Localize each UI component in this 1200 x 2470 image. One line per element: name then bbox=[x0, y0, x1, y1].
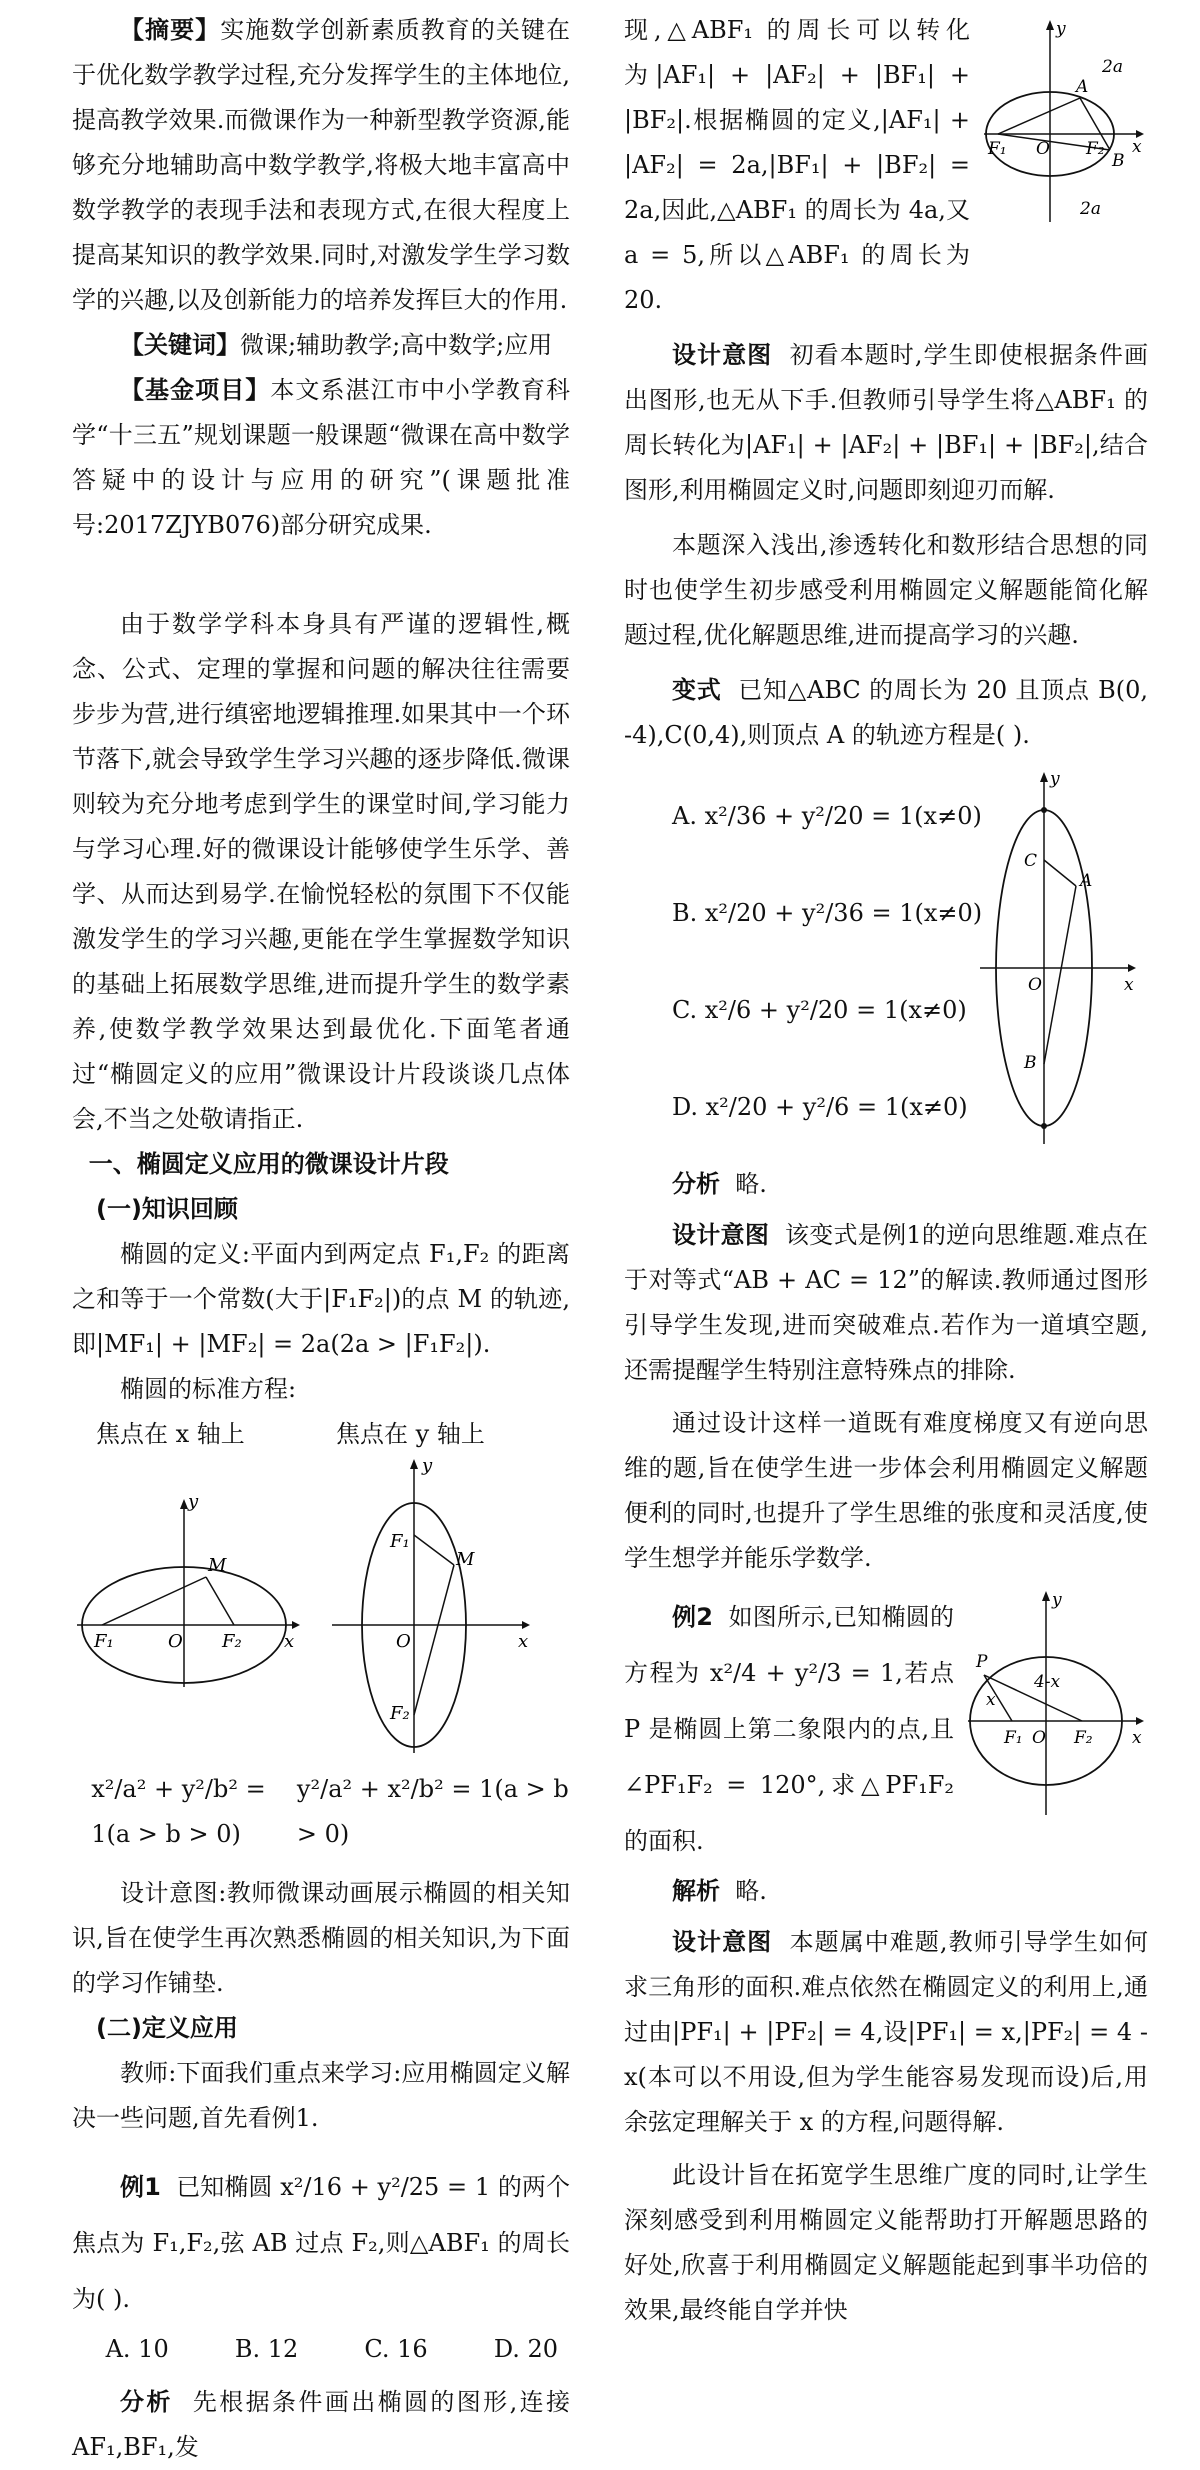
example1-option-b: B. 12 bbox=[234, 2335, 299, 2363]
fig-x-label-m: M bbox=[208, 1555, 227, 1576]
ex2-label-p: P bbox=[976, 1652, 988, 1672]
var-label-o: O bbox=[1028, 975, 1042, 995]
ex1-label-a: A bbox=[1076, 77, 1089, 97]
design1-label: 设计意图 bbox=[672, 341, 773, 369]
fig-x-label-o: O bbox=[168, 1631, 183, 1652]
design2-text: 本题属中难题,教师引导学生如何求三角形的面积.难点依然在椭圆定义的利用上,通过由|PF₁| + |PF₂| = 4,设|PF₁| = x,|PF₂| = 4 - x(本可以不用设,但为学生能容易发现而设)后,用余弦定理解关于 x 的方程,问题得解. bbox=[624, 1928, 1148, 2136]
fig-x-label-x: x bbox=[284, 1631, 295, 1652]
example2-text: 如图所示,已知椭圆的方程为 x²/4 + y²/3 = 1,若点 P 是椭圆上第二象限内的点,且∠PF₁F₂ = 120°,求△PF₁F₂ 的面积. bbox=[624, 1603, 954, 1855]
variant-option-b: B. x²/20 + y²/36 = 1(x≠0) bbox=[672, 899, 983, 927]
ex2-label-o: O bbox=[1032, 1728, 1046, 1748]
ex1-label-2a-top: 2a bbox=[1102, 57, 1123, 77]
var-label-x: x bbox=[1124, 975, 1134, 995]
fig-x-label-f1: F₁ bbox=[94, 1631, 114, 1652]
example1-option-d: D. 20 bbox=[493, 2335, 558, 2363]
example1-option-c: C. 16 bbox=[364, 2335, 428, 2363]
ellipse-definition: 椭圆的定义:平面内到两定点 F₁,F₂ 的距离之和等于一个常数(大于|F₁F₂|)的点 M 的轨迹,即|MF₁| + |MF₂| = 2a(2a > |F₁F₂|). bbox=[72, 1240, 570, 1358]
variant-label: 变式 bbox=[672, 676, 722, 704]
ellipse-y-figure bbox=[322, 1457, 552, 1757]
example1-text: 已知椭圆 x²/16 + y²/25 = 1 的两个焦点为 F₁,F₂,弦 AB 过点 F₂,则△ABF₁ 的周长为( ). bbox=[72, 2173, 570, 2313]
analysis1-text-left: 先根据条件画出椭圆的图形,连接 AF₁,BF₁,发 bbox=[72, 2388, 570, 2461]
ex2-label-4-x: 4-x bbox=[1034, 1672, 1061, 1692]
var-label-b: B bbox=[1024, 1053, 1037, 1073]
var-label-c: C bbox=[1024, 851, 1038, 871]
abstract-label: 【摘要】 bbox=[120, 16, 221, 44]
example2 bbox=[624, 1589, 954, 1869]
ex1-label-x: x bbox=[1132, 137, 1142, 157]
fund bbox=[72, 368, 570, 548]
ellipse-x-figure bbox=[72, 1491, 302, 1697]
analysis-variant-label: 分析 bbox=[672, 1170, 720, 1198]
example1-options bbox=[72, 2327, 570, 2372]
example1 bbox=[72, 2159, 570, 2327]
fig-y-label-m: M bbox=[456, 1549, 475, 1570]
design2 bbox=[624, 1920, 1148, 2145]
design-variant-text: 该变式是例1的逆向思维题.难点在于对等式“AB + AC = 12”的解读.教师通过图形引导学生发现,进而突破难点.若作为一道填空题,还需提醒学生特别注意特殊点的排除. bbox=[624, 1221, 1149, 1384]
fund-label: 【基金项目】 bbox=[120, 376, 271, 404]
spacer bbox=[72, 548, 570, 602]
variant-text: 已知△ABC 的周长为 20 且顶点 B(0, -4),C(0,4),则顶点 A 的轨迹方程是( ). bbox=[624, 676, 1149, 749]
keywords bbox=[72, 323, 570, 368]
variant-option-c: C. x²/6 + y²/20 = 1(x≠0) bbox=[672, 996, 967, 1024]
standard-figures bbox=[72, 1457, 570, 1767]
design-variant bbox=[624, 1213, 1148, 1393]
ex2-label-y: y bbox=[1052, 1590, 1062, 1610]
example1-figure bbox=[980, 16, 1148, 226]
keywords-text: 微课;辅助教学;高中数学;应用 bbox=[240, 331, 553, 359]
standard-formulas bbox=[72, 1767, 570, 1857]
fig-y-label-f1: F₁ bbox=[390, 1531, 410, 1552]
fund-text: 本文系湛江市中小学教育科学“十三五”规划课题一般课题“微课在高中数学答疑中的设计与应用的研究”(课题批准号:2017ZJYB076)部分研究成果. bbox=[72, 376, 571, 539]
teacher-paragraph: 教师:下面我们重点来学习:应用椭圆定义解决一些问题,首先看例1. bbox=[72, 2059, 570, 2132]
intro-paragraph: 由于数学学科本身具有严谨的逻辑性,概念、公式、定理的掌握和问题的解决往往需要步步为营,进行缜密地逻辑推理.如果其中一个环节落下,就会导致学生学习兴趣的逐步降低.微课则较为充分地考虑到学生的课堂时间,学习能力与学习心理.好的微课设计能够使学生乐学、善学、从而达到易学.在愉悦轻松的氛围下不仅能激发学生的学习兴趣,更能在学生掌握数学知识的基础上拓展数学思维,进而提升学生的数学素养,使数学教学效果达到最优化.下面笔者通过“椭圆定义的应用”微课设计片段谈谈几点体会,不当之处敬请指正. bbox=[72, 610, 570, 1133]
subsection-application: (二)定义应用 bbox=[96, 2014, 238, 2042]
example2-block bbox=[624, 1589, 1148, 1869]
analysis1-start bbox=[72, 2380, 570, 2470]
analysis1-label: 分析 bbox=[120, 2388, 173, 2416]
ex1-label-f1: F₁ bbox=[988, 139, 1007, 159]
para-deep: 本题深入浅出,渗透转化和数形结合思想的同时也使学生初步感受利用椭圆定义解题能简化解题过程,优化解题思维,进而提高学习的兴趣. bbox=[624, 531, 1148, 649]
abstract-text: 实施数学创新素质教育的关键在于优化数学教学过程,充分发挥学生的主体地位,提高教学效果.而微课作为一种新型教学资源,能够充分地辅助高中数学教学,将极大地丰富高中数学教学的表现手法和表现方式,在很大程度上提高某知识的教学效果.同时,对激发学生学习数学的兴趣,以及创新能力的培养发挥巨大的作用. bbox=[72, 16, 571, 314]
fig-y-label-y: y bbox=[422, 1455, 433, 1476]
ex2-label-f1: F₁ bbox=[1004, 1728, 1023, 1748]
fig-y-label-o: O bbox=[396, 1631, 411, 1652]
design-recall: 设计意图:教师微课动画展示椭圆的相关知识,旨在使学生再次熟悉椭圆的相关知识,为下面的学习作铺垫. bbox=[72, 1879, 570, 1997]
variant-option-a: A. x²/36 + y²/20 = 1(x≠0) bbox=[672, 802, 982, 830]
ex1-label-b: B bbox=[1112, 151, 1125, 171]
section-heading-1: 一、椭圆定义应用的微课设计片段 bbox=[88, 1150, 449, 1178]
keywords-label: 【关键词】 bbox=[120, 331, 240, 359]
example1-option-a: A. 10 bbox=[105, 2335, 169, 2363]
solution2-label: 解析 bbox=[672, 1877, 720, 1905]
example2-figure bbox=[962, 1589, 1148, 1819]
variant-options-block bbox=[624, 768, 1148, 1156]
design2-label: 设计意图 bbox=[672, 1928, 773, 1956]
para-final: 此设计旨在拓宽学生思维广度的同时,让学生深刻感受到利用椭圆定义能帮助打开解题思路的好处,欣喜于利用椭圆定义解题能起到事半功倍的效果,最终能自学并快 bbox=[624, 2161, 1148, 2324]
fig-x-label-y: y bbox=[188, 1491, 199, 1512]
left-column bbox=[72, 8, 570, 2470]
ex1-label-f2: F₂ bbox=[1086, 139, 1105, 159]
variant-figure bbox=[972, 768, 1142, 1148]
focus-y-label: 焦点在 y 轴上 bbox=[336, 1420, 485, 1448]
solution2-text: 略. bbox=[735, 1877, 767, 1905]
variant bbox=[624, 668, 1148, 758]
ex1-label-2a-bottom: 2a bbox=[1080, 199, 1101, 219]
analysis1-block bbox=[624, 8, 1148, 323]
ex2-label-x-side: x bbox=[986, 1690, 996, 1710]
var-label-a: A bbox=[1080, 871, 1093, 891]
figure-captions bbox=[72, 1412, 570, 1457]
design1 bbox=[624, 333, 1148, 513]
variant-option-d: D. x²/20 + y²/6 = 1(x≠0) bbox=[672, 1093, 968, 1121]
abstract bbox=[72, 8, 570, 323]
right-column bbox=[624, 8, 1148, 2333]
fig-x-label-f2: F₂ bbox=[222, 1631, 242, 1652]
analysis-variant bbox=[624, 1162, 1148, 1207]
fig-y-label-x: x bbox=[518, 1631, 529, 1652]
ex1-label-o: O bbox=[1036, 139, 1050, 159]
solution2 bbox=[624, 1869, 1148, 1914]
analysis1-text-right: 现,△ABF₁ 的周长可以转化为|AF₁| + |AF₂| + |BF₁| + |BF₂|.根据椭圆的定义,|AF₁| + |AF₂| = 2a,|BF₁| + |BF₂| = 2a,因此,△ABF₁ 的周长为 4a,又 a = 5,所以△ABF₁ 的周长为 20. bbox=[624, 16, 970, 314]
formula-focus-x: x²/a² + y²/b² = 1(a > b > 0) bbox=[91, 1775, 266, 1848]
var-label-y: y bbox=[1050, 769, 1060, 789]
ex2-label-x-axis: x bbox=[1132, 1728, 1142, 1748]
design-variant-label: 设计意图 bbox=[672, 1221, 770, 1249]
para-design: 通过设计这样一道既有难度梯度又有逆向思维的题,旨在使学生进一步体会利用椭圆定义解题便利的同时,也提升了学生思维的张度和灵活度,使学生想学并能乐学数学. bbox=[624, 1409, 1148, 1572]
ex1-label-y: y bbox=[1056, 19, 1066, 39]
example2-label: 例2 bbox=[672, 1603, 713, 1631]
ex2-label-f2: F₂ bbox=[1074, 1728, 1093, 1748]
subsection-recall: (一)知识回顾 bbox=[96, 1195, 238, 1223]
formula-focus-y: y²/a² + x²/b² = 1(a > b > 0) bbox=[296, 1775, 569, 1848]
focus-x-label: 焦点在 x 轴上 bbox=[96, 1420, 245, 1448]
design1-text: 初看本题时,学生即使根据条件画出图形,也无从下手.但教师引导学生将△ABF₁ 的周长转化为|AF₁| + |AF₂| + |BF₁| + |BF₂|,结合图形,利用椭圆定义时,问题即刻迎刃而解. bbox=[624, 341, 1148, 504]
fig-y-label-f2: F₂ bbox=[390, 1703, 410, 1724]
standard-equation-label: 椭圆的标准方程: bbox=[120, 1375, 297, 1403]
analysis-variant-text: 略. bbox=[735, 1170, 767, 1198]
example1-label: 例1 bbox=[120, 2173, 161, 2201]
